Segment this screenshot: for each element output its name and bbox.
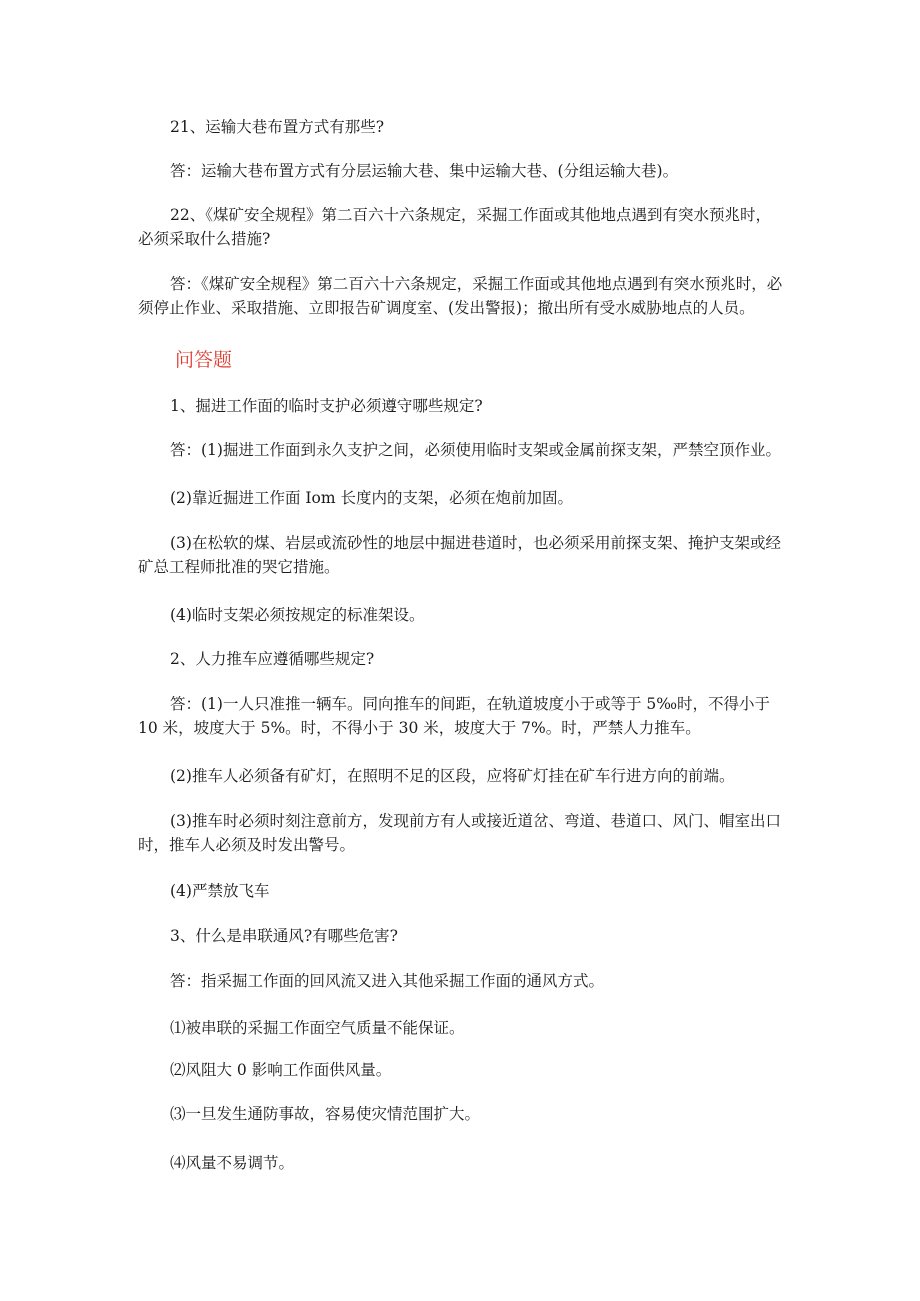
- answer-1-item-3: (3)在松软的煤、岩层或流砂性的地层中掘进巷道时，也必须采用前探支架、掩护支架或经矿总工程师批准的哭它措施。: [138, 534, 781, 576]
- section-heading: 问答题: [175, 349, 233, 371]
- question-1: 1、掘进工作面的临时支护必须遵守哪些规定?: [170, 397, 483, 415]
- question-21: 21、运输大巷布置方式有那些?: [170, 118, 385, 136]
- answer-1-item-2: (2)靠近掘进工作面 Iom 长度内的支架，必须在炮前加固。: [170, 489, 573, 507]
- answer-2-item-2: (2)推车人必须备有矿灯，在照明不足的区段，应将矿灯挂在矿车行进方向的前端。: [170, 767, 735, 785]
- question-2: 2、人力推车应遵循哪些规定?: [170, 650, 375, 668]
- answer-22: 答：《煤矿安全规程》第二百六十六条规定，采掘工作面或其他地点遇到有突水预兆时，必须停止作业、采取措施、立即报告矿调度室、(发出警报)；撤出所有受水威胁地点的人员。: [138, 275, 783, 317]
- answer-1-item-4: (4)临时支架必须按规定的标准架设。: [170, 606, 425, 624]
- answer-2-item-3: (3)推车时必须时刻注意前方，发现前方有人或接近道岔、弯道、巷道口、风门、帽室出口时，推车人必须及时发出警号。: [138, 812, 781, 854]
- answer-2-item-1: 答：(1)一人只准推一辆车。同向推车的间距，在轨道坡度小于或等于 5‰时，不得小于 10 米，坡度大于 5%。时，不得小于 30 米，坡度大于 7%。时，严禁人力推车。: [138, 695, 771, 737]
- answer-1-item-1: 答：(1)掘进工作面到永久支护之间，必须使用临时支架或金属前探支架，严禁空顶作业。: [170, 441, 781, 459]
- answer-3-item-2: ⑵风阻大 0 影响工作面供风量。: [170, 1061, 392, 1079]
- answer-2-item-4: (4)严禁放飞车: [170, 882, 270, 900]
- answer-3: 答：指采掘工作面的回风流又进入其他采掘工作面的通风方式。: [170, 972, 605, 990]
- question-22: 22、《煤矿安全规程》第二百六十六条规定，采掘工作面或其他地点遇到有突水预兆时，必须采取什么措施?: [138, 206, 771, 248]
- answer-3-item-3: ⑶一旦发生通防事故，容易使灾情范围扩大。: [170, 1105, 481, 1123]
- answer-3-item-1: ⑴被串联的采掘工作面空气质量不能保证。: [170, 1019, 465, 1037]
- answer-21: 答：运输大巷布置方式有分层运输大巷、集中运输大巷、(分组运输大巷)。: [170, 162, 679, 180]
- answer-3-item-4: ⑷风量不易调节。: [170, 1154, 295, 1172]
- question-3: 3、什么是串联通风?有哪些危害?: [170, 927, 398, 945]
